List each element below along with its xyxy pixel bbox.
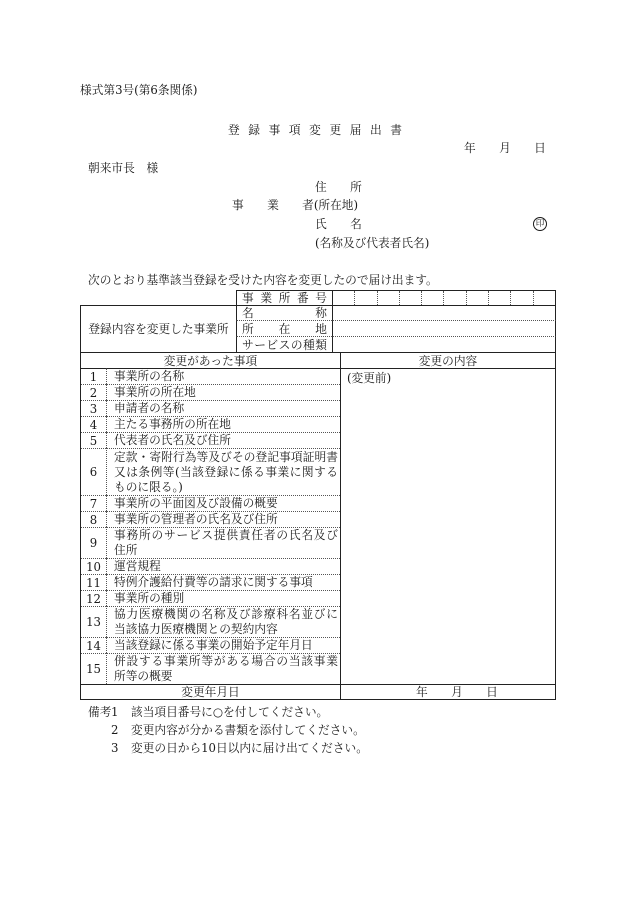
change-item-line: 特例介護給付費等の請求に関する事項 <box>114 575 313 589</box>
change-item-number: 11 <box>81 574 106 590</box>
statement: 次のとおり基準該当登録を受けた内容を変更したので届け出ます。 <box>88 273 438 287</box>
note-line <box>88 703 368 721</box>
change-item-line: 事業所の所在地 <box>114 385 196 399</box>
change-item-line: 又は条例等(当該登録に係る事業に関する <box>114 464 338 479</box>
change-item-text <box>106 368 340 384</box>
office-number-digit-box <box>355 291 377 305</box>
applicant-label: 事 業 者 <box>232 198 314 212</box>
change-item-line: 主たる事務所の所在地 <box>114 417 231 431</box>
notes-label: 備考 <box>88 705 112 719</box>
change-item-number: 8 <box>81 511 106 527</box>
office-number-label-cell <box>236 290 332 305</box>
office-block-label-cell <box>80 305 236 352</box>
office-number-boxes <box>332 290 556 305</box>
office-address-value <box>332 320 556 336</box>
change-item-number: 9 <box>81 527 106 558</box>
change-item-text <box>106 400 340 416</box>
applicant-address-note: (所在地) <box>313 198 359 212</box>
change-item-number: 2 <box>81 384 106 400</box>
change-date-value: 年 月 日 <box>340 684 555 699</box>
change-date-label: 変更年月日 <box>81 684 340 699</box>
change-item-line: 代表者の氏名及び住所 <box>114 433 231 447</box>
change-item-text <box>106 558 340 574</box>
office-block-label: 登録内容を変更した事業所 <box>88 322 229 336</box>
change-item-number: 4 <box>81 416 106 432</box>
note-number: 2 <box>111 723 119 737</box>
office-number-digit-box <box>378 291 400 305</box>
office-service-label: サービスの種類 <box>242 337 327 352</box>
change-item-line: ものに限る。) <box>114 479 183 494</box>
change-item-text <box>106 653 340 684</box>
change-item-text <box>106 495 340 511</box>
change-item-line: 住所 <box>114 543 138 557</box>
office-number-digit-box <box>489 291 511 305</box>
change-item-line: 申請者の名称 <box>114 401 185 415</box>
seal-mark: 印 <box>533 217 547 231</box>
change-item-number: 1 <box>81 368 106 384</box>
change-item-text <box>106 416 340 432</box>
office-number-digit-box <box>534 291 555 305</box>
note-line <box>88 739 368 757</box>
change-item-text <box>106 606 340 637</box>
office-number-label: 事業所番号 <box>242 291 327 305</box>
office-name-value <box>332 305 556 320</box>
changes-header-items: 変更があった事項 <box>163 353 258 368</box>
office-name-label-cell <box>236 305 332 320</box>
applicant-name-note: (名称及び代表者氏名) <box>315 236 430 250</box>
form-number: 様式第3号(第6条関係) <box>80 83 198 97</box>
office-number-digit-box <box>444 291 466 305</box>
change-item-number: 14 <box>81 637 106 653</box>
change-item-number: 15 <box>81 653 106 684</box>
change-item-number: 6 <box>81 448 106 495</box>
change-item-text <box>106 637 340 653</box>
change-item-line: 事業所の平面図及び設備の概要 <box>114 496 278 510</box>
applicant-row <box>232 198 358 212</box>
change-item-line: 併設する事業所等がある場合の当該事業 <box>114 654 338 668</box>
change-item-line: 事業所の種別 <box>114 591 185 605</box>
change-item-text <box>106 448 340 495</box>
change-item-line: 事業所の名称 <box>114 369 185 383</box>
office-number-digit-box <box>422 291 444 305</box>
change-item-line: 所等の概要 <box>114 669 173 683</box>
change-item-text <box>106 527 340 558</box>
changes-table <box>80 352 556 700</box>
changes-content-cell <box>340 368 555 684</box>
changes-content-prefix: (変更前) <box>347 371 392 385</box>
change-item-line: 定款・寄附行為等及びその登記事項証明書 <box>114 449 338 464</box>
applicant-name-label: 氏 名 <box>315 217 362 231</box>
note-number: 3 <box>111 741 119 755</box>
submission-date: 年 月 日 <box>464 141 546 155</box>
changes-header-content: 変更の内容 <box>340 353 555 368</box>
change-item-text <box>106 511 340 527</box>
office-name-label: 名称 <box>242 306 327 320</box>
change-item-line: 事務所のサービス提供責任者の氏名及び <box>114 528 338 542</box>
change-item-line: 協力医療機関の名称及び診療科名並びに <box>114 607 338 621</box>
note-text: 変更内容が分かる書類を添付してください。 <box>131 723 365 737</box>
note-text: 変更の日から10日以内に届け出てください。 <box>131 741 368 755</box>
change-item-number: 10 <box>81 558 106 574</box>
change-item-line: 事業所の管理者の氏名及び住所 <box>114 512 278 526</box>
note-line <box>88 721 368 739</box>
change-item-line: 運営規程 <box>114 559 161 573</box>
office-number-digit-box <box>400 291 422 305</box>
office-address-label-cell <box>236 320 332 336</box>
change-item-text <box>106 574 340 590</box>
office-address-label: 所在地 <box>242 321 327 336</box>
note-text: 該当項目番号に○を付してください。 <box>131 705 329 719</box>
change-item-text <box>106 432 340 448</box>
office-service-value <box>332 336 556 352</box>
office-info-table <box>80 290 556 352</box>
change-item-number: 13 <box>81 606 106 637</box>
change-item-line: 当該協力医療機関との契約内容 <box>114 622 278 636</box>
office-number-digit-box <box>511 291 533 305</box>
change-item-number: 7 <box>81 495 106 511</box>
applicant-address-label: 住 所 <box>315 180 362 194</box>
office-number-digit-box <box>467 291 489 305</box>
addressee: 朝来市長 様 <box>88 161 159 175</box>
notes <box>88 703 368 757</box>
change-item-text <box>106 590 340 606</box>
change-item-text <box>106 384 340 400</box>
change-item-number: 3 <box>81 400 106 416</box>
office-service-label-cell <box>236 336 332 352</box>
change-item-number: 12 <box>81 590 106 606</box>
document-title: 登録事項変更届出書 <box>228 123 411 137</box>
note-number: 1 <box>111 705 119 719</box>
office-number-digit-box <box>333 291 355 305</box>
change-item-line: 当該登録に係る事業の開始予定年月日 <box>114 638 313 652</box>
change-item-number: 5 <box>81 432 106 448</box>
